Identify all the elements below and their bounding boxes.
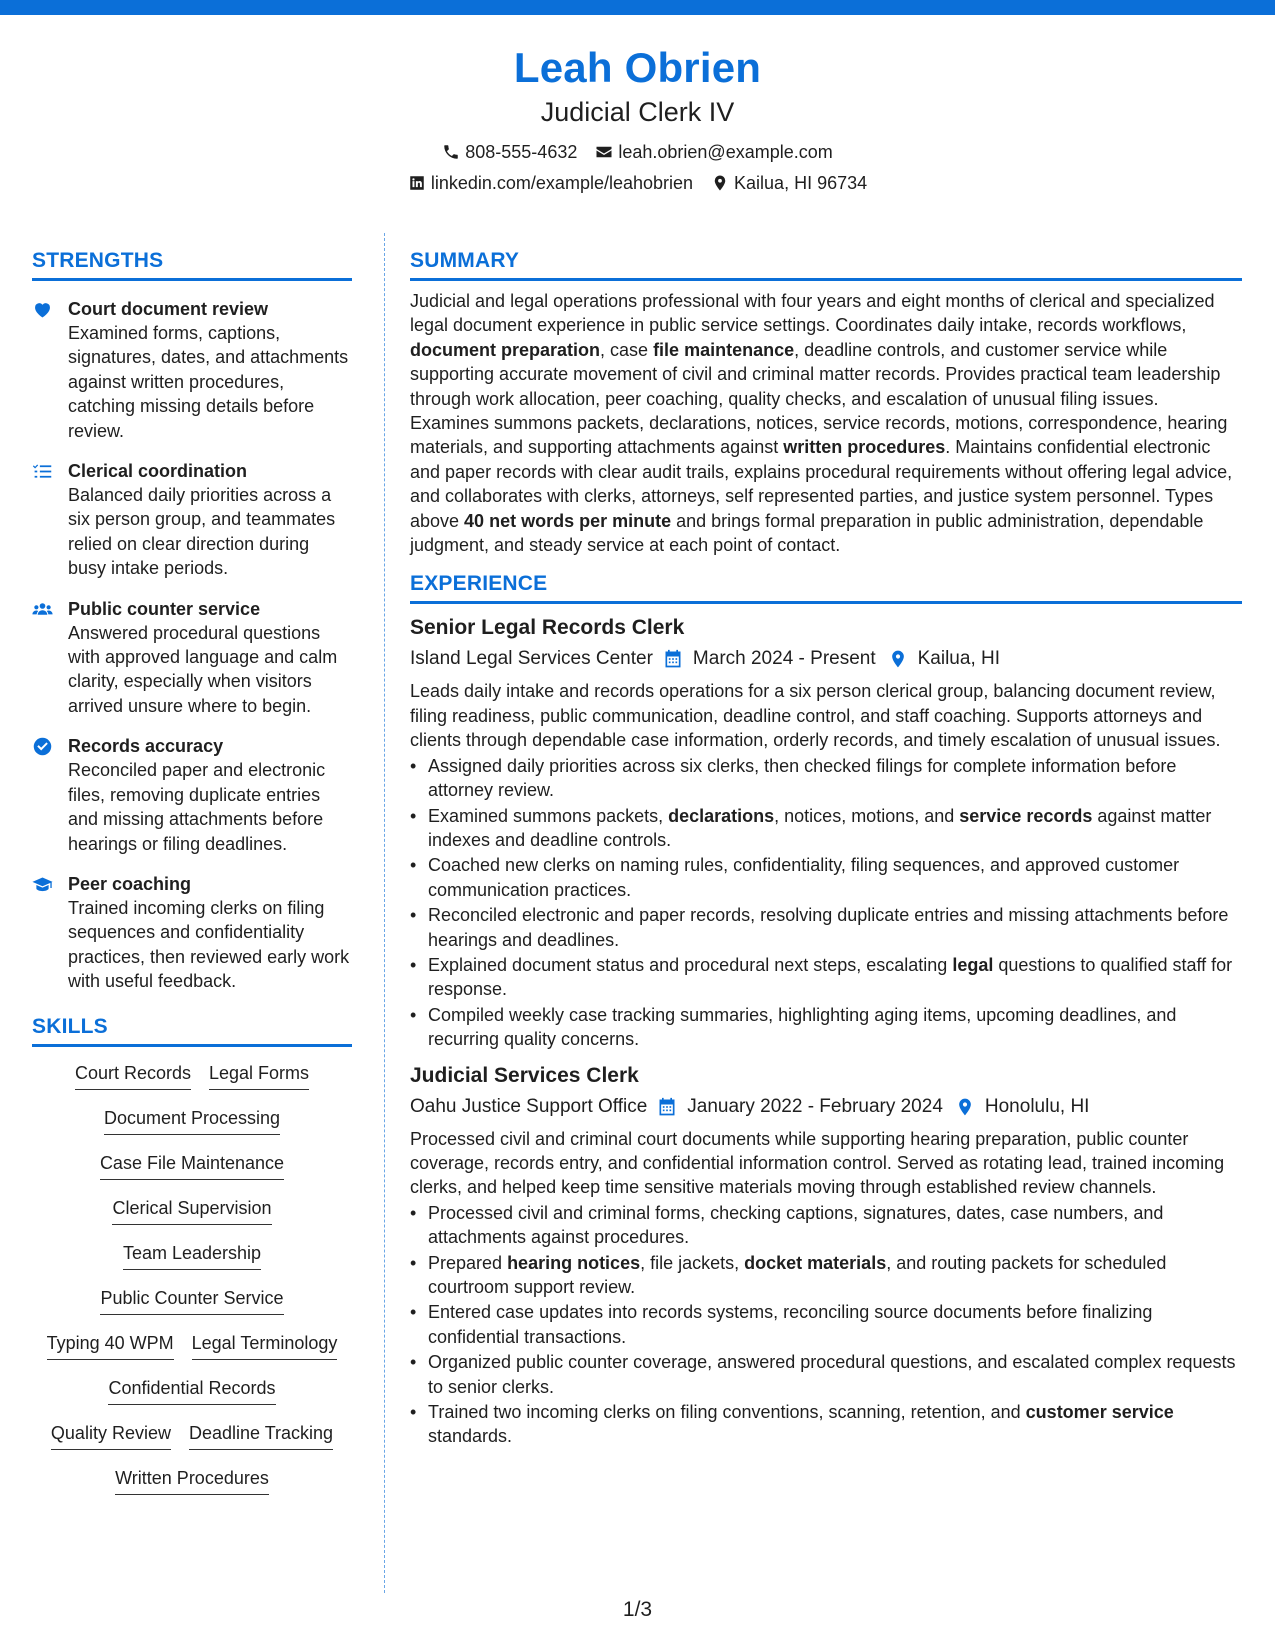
candidate-title: Judicial Clerk IV <box>540 97 735 127</box>
bold-keyword: docket materials <box>744 1252 887 1273</box>
text-segment: Assigned daily priorities across six clerks, then checked filings for complete information before attorney review. <box>428 755 1177 801</box>
strength-description: Reconciled paper and electronic files, removing duplicate entries and missing attachments before hearings or filing deadlines. <box>68 760 326 854</box>
location-contact <box>711 171 867 195</box>
strengths-heading: STRENGTHS <box>32 248 352 281</box>
skill-row <box>32 1376 352 1421</box>
skill-row <box>32 1061 352 1106</box>
strength-item <box>32 872 352 994</box>
contact-row-1 <box>0 140 1275 164</box>
map-pin-icon <box>955 1097 975 1117</box>
skill-row <box>32 1466 352 1511</box>
linkedin-contact[interactable] <box>408 171 693 195</box>
text-segment: . Maintains confidential electronic and paper records with clear audit trails, explains procedural requirements without offering legal advice, and collaborates with clerks, attorneys, self represented parties, and justice system personnel. Types above <box>410 437 1233 531</box>
bullet-item <box>410 1300 1242 1349</box>
bullet-item <box>410 853 1242 902</box>
check-circle-icon <box>32 736 53 757</box>
text-segment: Processed civil and criminal forms, checking captions, signatures, dates, case numbers, and attachments against procedures. <box>428 1202 1164 1248</box>
text-segment: , and routing packets for scheduled courtroom support review. <box>428 1252 1167 1297</box>
skill-row <box>32 1106 352 1151</box>
text-segment: Explained document status and procedural next steps, escalating <box>428 954 953 975</box>
strength-item <box>32 297 352 443</box>
skill-row <box>32 1331 352 1376</box>
map-pin-icon <box>888 649 908 669</box>
job-description: Processed civil and criminal court documents while supporting hearing preparation, public counter coverage, records entry, and confidential information control. Served as rotating lead, trained incoming clerks, and helped keep time sensitive materials moving through established review channels. <box>410 1128 1225 1198</box>
text-segment: Coached new clerks on naming rules, confidentiality, filing sequences, and approved customer communication practices. <box>428 855 1180 900</box>
skills-heading: SKILLS <box>32 1014 352 1047</box>
job-meta <box>410 646 1242 672</box>
summary-heading: SUMMARY <box>410 248 1242 281</box>
skill-row <box>32 1241 352 1286</box>
bold-keyword: service records <box>959 805 1093 826</box>
skill-tag: Clerical Supervision <box>112 1196 271 1225</box>
text-segment: standards. <box>428 1426 513 1447</box>
bullet-item <box>410 903 1242 952</box>
bold-keyword: document preparation <box>410 339 601 360</box>
strength-description: Balanced daily priorities across a six person group, and teammates relied on clear direction during busy intake periods. <box>68 485 336 579</box>
skill-tag: Quality Review <box>51 1421 171 1450</box>
text-segment: Examined summons packets, <box>428 805 669 826</box>
experience-heading: EXPERIENCE <box>410 571 1242 604</box>
text-segment: and brings formal preparation in public administration, dependable judgment, and steady service at each point of contact. <box>410 510 1204 556</box>
strength-description: Answered procedural questions with approved language and calm clarity, especially when visitors arrived unsure where to begin. <box>68 622 338 716</box>
bold-keyword: declarations <box>668 805 775 826</box>
heart-icon <box>32 299 53 320</box>
job-meta <box>410 1094 1242 1120</box>
bullet-item <box>410 1400 1242 1449</box>
bullet-item <box>410 953 1242 1002</box>
bold-keyword: hearing notices <box>507 1252 641 1273</box>
text-segment: Prepared <box>428 1252 508 1273</box>
strength-title: Public counter service <box>68 598 261 619</box>
skill-tag: Court Records <box>75 1061 191 1090</box>
bold-keyword: customer service <box>1025 1402 1174 1423</box>
strength-item <box>32 734 352 856</box>
job-organization: Island Legal Services Center <box>410 648 653 670</box>
skill-row <box>32 1421 352 1466</box>
location-text: Kailua, HI 96734 <box>734 173 868 193</box>
bold-keyword: written procedures <box>783 437 946 458</box>
bullet-item <box>410 1251 1242 1300</box>
skill-tag: Document Processing <box>104 1106 280 1135</box>
job-description: Leads daily intake and records operations for a six person clerical group, balancing document review, filing readiness, public communication, deadline control, and staff coaching. Supports attorneys and clients through dependable case information, orderly records, and timely escalation of unusual issues. <box>410 681 1221 751</box>
job-dates: January 2022 - February 2024 <box>687 1095 943 1117</box>
envelope-icon <box>595 143 613 161</box>
linkedin-text[interactable]: linkedin.com/example/leahobrien <box>430 173 694 193</box>
job-title: Senior Legal Records Clerk <box>410 616 685 640</box>
skill-row <box>32 1196 352 1241</box>
skill-tag: Legal Forms <box>209 1061 309 1090</box>
text-segment: questions to qualified staff for response. <box>428 954 1233 1000</box>
skill-tag: Legal Terminology <box>192 1331 338 1360</box>
job-organization: Oahu Justice Support Office <box>410 1095 648 1117</box>
job-dates: March 2024 - Present <box>692 648 876 670</box>
strength-description: Trained incoming clerks on filing sequences and confidentiality practices, then reviewed early work with useful feedback. <box>68 897 350 992</box>
right-column <box>410 248 1242 1450</box>
top-accent-bar <box>0 0 1275 15</box>
strength-item <box>32 459 352 581</box>
skill-row <box>32 1286 352 1331</box>
list-check-icon <box>32 461 53 482</box>
job-bullets <box>410 754 1242 1052</box>
text-segment: Organized public counter coverage, answered procedural questions, and escalated complex requests to senior clerks. <box>428 1352 1236 1397</box>
skill-tag: Written Procedures <box>115 1466 269 1495</box>
graduation-cap-icon <box>32 874 53 895</box>
summary-text <box>410 289 1242 557</box>
skill-tag: Public Counter Service <box>100 1286 283 1315</box>
text-segment: Compiled weekly case tracking summaries, highlighting aging items, upcoming deadlines, and recurring quality concerns. <box>428 1004 1177 1050</box>
phone-contact <box>442 140 577 164</box>
bullet-item <box>410 1003 1242 1052</box>
users-icon <box>32 599 53 620</box>
text-segment: against matter indexes and deadline controls. <box>428 805 1212 850</box>
strength-title: Court document review <box>68 299 269 319</box>
bold-keyword: file maintenance <box>653 339 795 360</box>
strength-item <box>32 597 352 719</box>
linkedin-icon <box>408 174 426 192</box>
job-location: Kailua, HI <box>917 648 1000 670</box>
text-segment: Judicial and legal operations professional with four years and eight months of clerical and specialized legal document experience in public service settings. Coordinates daily intake, records workflows, <box>410 291 1215 336</box>
phone-icon <box>442 143 460 161</box>
bullet-item <box>410 1350 1242 1399</box>
text-segment: Entered case updates into records systems, reconciling source documents before finalizing confidential transactions. <box>428 1302 1153 1347</box>
skill-row <box>32 1151 352 1196</box>
bullet-item <box>410 754 1242 803</box>
job-location: Honolulu, HI <box>984 1095 1090 1117</box>
text-segment: Reconciled electronic and paper records, resolving duplicate entries and missing attachments before hearings and deadlines. <box>428 905 1229 950</box>
text-segment: , file jackets, <box>640 1252 745 1273</box>
strength-title: Records accuracy <box>68 736 224 757</box>
skill-tag: Case File Maintenance <box>100 1151 284 1180</box>
strength-description: Examined forms, captions, signatures, dates, and attachments against written procedures, catching missing details before review. <box>68 323 349 441</box>
phone-text: 808-555-4632 <box>465 142 578 162</box>
map-pin-icon <box>711 174 729 192</box>
strength-title: Peer coaching <box>68 873 192 894</box>
contact-row-2 <box>0 171 1275 195</box>
job-entry <box>410 614 1242 1051</box>
page-number: 1/3 <box>622 1598 653 1621</box>
left-column <box>32 248 352 1511</box>
text-segment: , deadline controls, and customer service while supporting accurate movement of civil and criminal matter records. Provides practical team leadership through work allocation, peer coaching, quality checks, and escalation of unusual filing issues. Examines summons packets, declarations, notices, service records, motions, correspondence, hearing materials, and supporting attachments against <box>410 339 1228 458</box>
job-bullets <box>410 1201 1242 1449</box>
resume-header <box>0 42 1275 195</box>
email-contact[interactable] <box>595 140 832 164</box>
skill-tag: Confidential Records <box>108 1376 275 1405</box>
bullet-item <box>410 1201 1242 1250</box>
calendar-icon <box>657 1097 677 1117</box>
bold-keyword: legal <box>952 954 994 975</box>
email-text[interactable]: leah.obrien@example.com <box>618 142 833 162</box>
skill-tag: Team Leadership <box>123 1241 261 1270</box>
candidate-name: Leah Obrien <box>513 44 762 91</box>
text-segment: , notices, motions, and <box>774 805 960 826</box>
strength-title: Clerical coordination <box>68 461 248 482</box>
bullet-item <box>410 804 1242 853</box>
skill-tag: Typing 40 WPM <box>47 1331 174 1360</box>
text-segment: Trained two incoming clerks on filing conventions, scanning, retention, and <box>428 1402 1026 1423</box>
calendar-icon <box>663 649 683 669</box>
job-entry <box>410 1062 1242 1449</box>
bold-keyword: 40 net words per minute <box>464 510 672 531</box>
column-divider <box>384 233 385 1593</box>
text-segment: , case <box>600 339 654 360</box>
skill-tag: Deadline Tracking <box>189 1421 333 1450</box>
skills-list <box>32 1061 352 1511</box>
job-title: Judicial Services Clerk <box>410 1063 639 1087</box>
